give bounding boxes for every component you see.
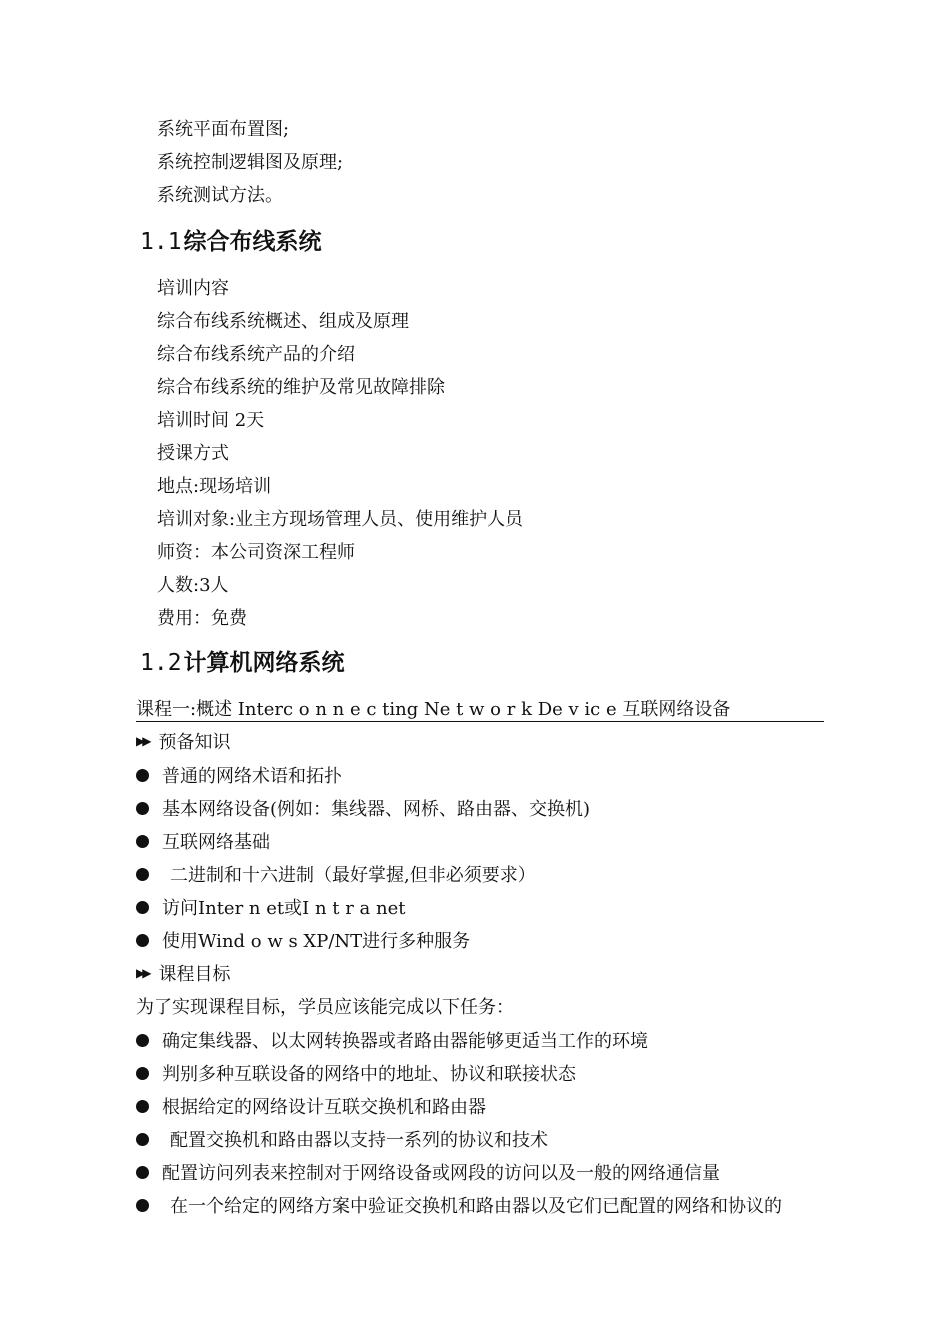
bullet-icon bbox=[136, 1133, 149, 1146]
double-arrow-icon: ▶▶ bbox=[136, 734, 149, 748]
list-item: 使用Wind o w s XP/NT进行多种服务 bbox=[136, 931, 470, 953]
section-number: 1.2 bbox=[140, 650, 182, 676]
list-item: 配置交换机和路由器以支持一系列的协议和技术 bbox=[136, 1130, 548, 1152]
bullet-icon bbox=[136, 1034, 149, 1047]
text-line: 培训内容 bbox=[157, 278, 229, 299]
list-item: 在一个给定的网络方案中验证交换机和路由器以及它们已配置的网络和协议的 bbox=[136, 1196, 782, 1218]
section-number: 1.1 bbox=[140, 229, 182, 255]
text-line: 培训时间 2天 bbox=[157, 410, 265, 431]
bullet-icon bbox=[136, 934, 149, 947]
bullet-icon bbox=[136, 901, 149, 914]
list-item: 互联网络基础 bbox=[136, 832, 270, 854]
section-heading bbox=[140, 228, 322, 256]
bullet-icon bbox=[136, 1166, 149, 1179]
list-item: 基本网络设备(例如：集线器、网桥、路由器、交换机) bbox=[136, 799, 590, 821]
bullet-icon bbox=[136, 769, 149, 782]
double-arrow-icon: ▶▶ bbox=[136, 966, 149, 980]
list-item: 判别多种互联设备的网络中的地址、协议和联接状态 bbox=[136, 1064, 576, 1086]
text-line: 费用：免费 bbox=[157, 608, 247, 629]
bullet-icon bbox=[136, 1067, 149, 1080]
text-line: 系统测试方法。 bbox=[157, 185, 283, 206]
list-item: 二进制和十六进制（最好掌握,但非必须要求） bbox=[136, 865, 536, 887]
section-title: 综合布线系统 bbox=[183, 229, 322, 255]
text-line: 综合布线系统产品的介绍 bbox=[157, 344, 355, 365]
text-line: 地点:现场培训 bbox=[157, 476, 272, 497]
bullet-icon bbox=[136, 1199, 149, 1212]
prereq-label-row bbox=[136, 732, 230, 754]
section-title: 计算机网络系统 bbox=[183, 650, 345, 676]
goal-intro: 为了实现课程目标，学员应该能完成以下任务： bbox=[136, 997, 514, 1018]
text-line: 系统平面布置图; bbox=[157, 119, 290, 140]
course-heading: 课程一:概述 Interc o n n e c ting Ne t w o r k De v ic e 互联网络设备 bbox=[136, 699, 824, 722]
goal-label: 课程目标 bbox=[158, 964, 231, 985]
goal-label-row bbox=[136, 964, 230, 986]
section-heading bbox=[140, 649, 345, 677]
list-item: 普通的网络术语和拓扑 bbox=[136, 766, 342, 788]
list-item: 访问Inter n et或I n t r a net bbox=[136, 898, 405, 920]
text-line: 系统控制逻辑图及原理; bbox=[157, 152, 344, 173]
list-item: 配置访问列表来控制对于网络设备或网段的访问以及一般的网络通信量 bbox=[136, 1163, 720, 1185]
text-line: 综合布线系统概述、组成及原理 bbox=[157, 311, 409, 332]
prereq-label: 预备知识 bbox=[158, 732, 231, 753]
text-line: 师资：本公司资深工程师 bbox=[157, 542, 355, 563]
list-item: 确定集线器、以太网转换器或者路由器能够更适当工作的环境 bbox=[136, 1031, 648, 1053]
text-line: 综合布线系统的维护及常见故障排除 bbox=[157, 377, 445, 398]
text-line: 人数:3人 bbox=[157, 575, 229, 596]
bullet-icon bbox=[136, 868, 149, 881]
bullet-icon bbox=[136, 802, 149, 815]
bullet-icon bbox=[136, 1100, 149, 1113]
text-line: 授课方式 bbox=[157, 443, 229, 464]
bullet-icon bbox=[136, 835, 149, 848]
text-line: 培训对象:业主方现场管理人员、使用维护人员 bbox=[157, 509, 524, 530]
list-item: 根据给定的网络设计互联交换机和路由器 bbox=[136, 1097, 486, 1119]
